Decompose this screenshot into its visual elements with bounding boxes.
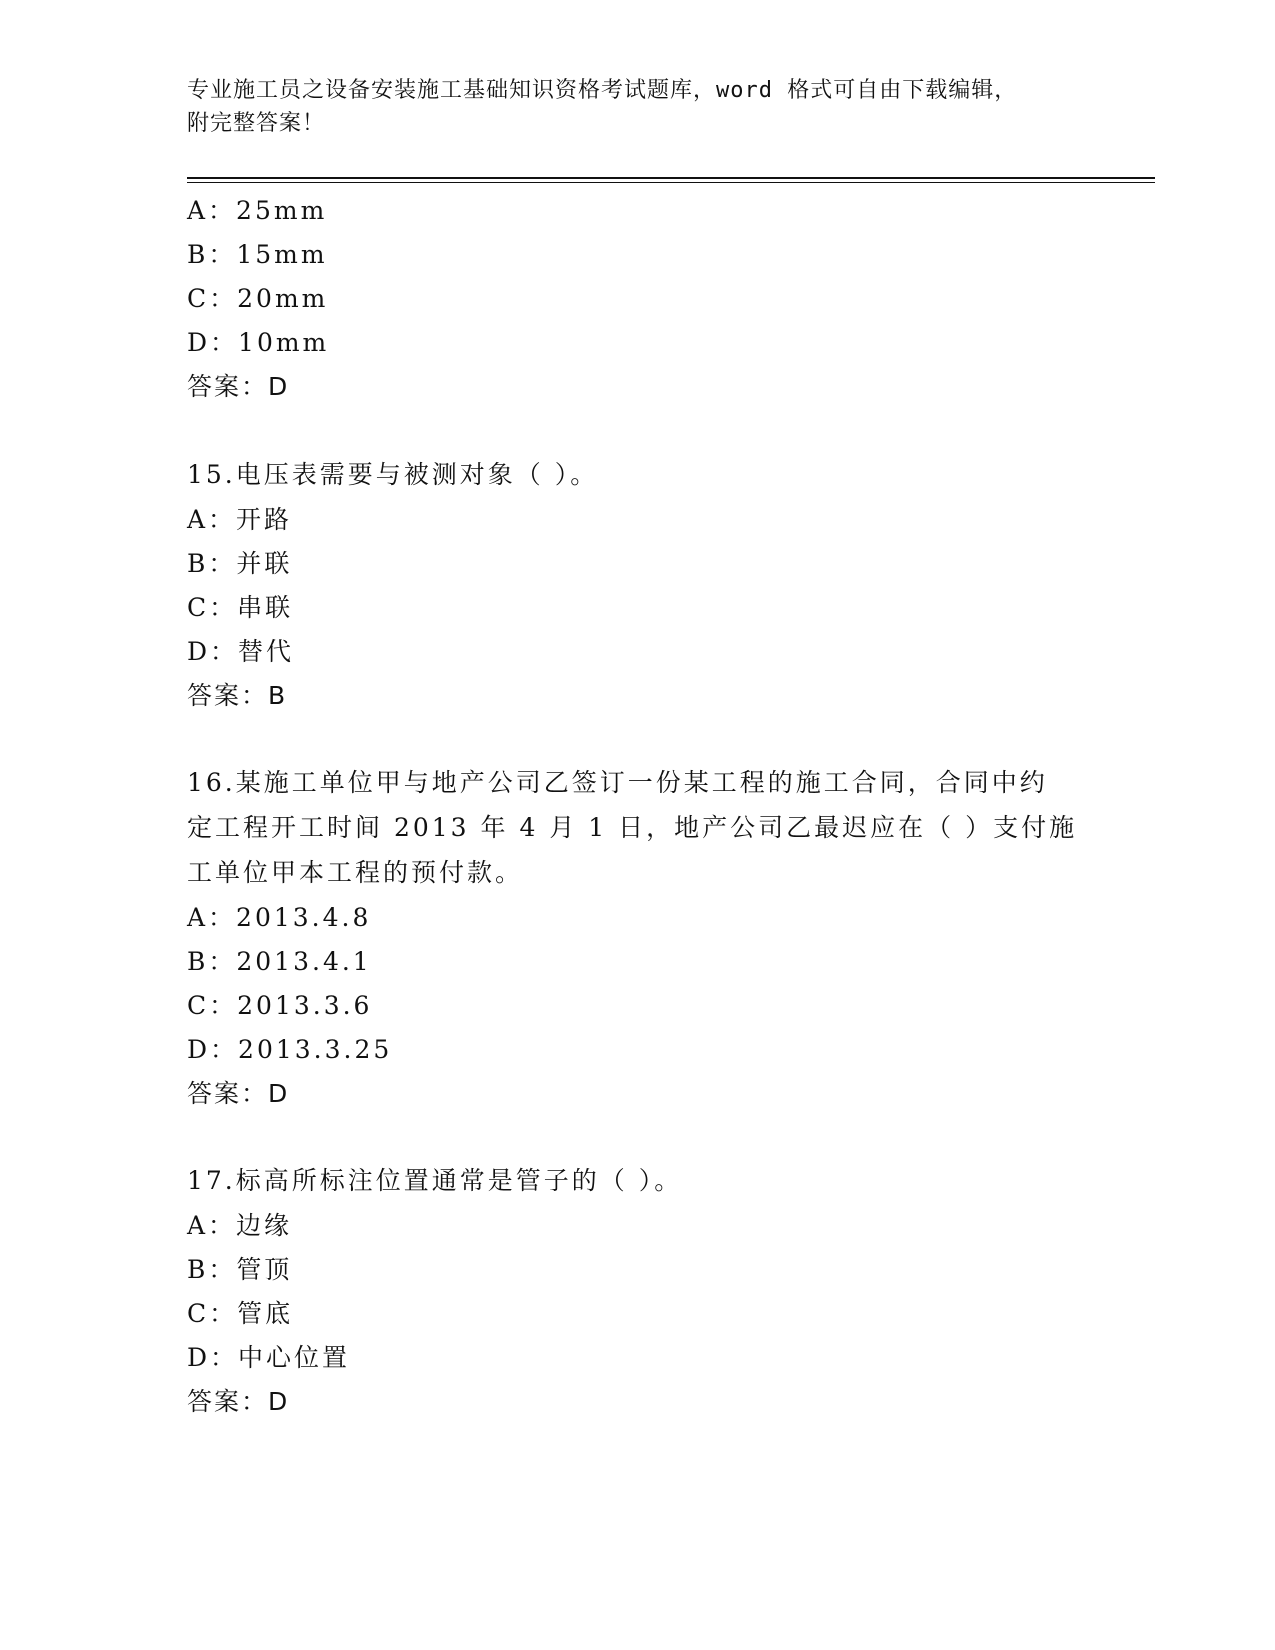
option-d: D：中心位置: [187, 1343, 351, 1372]
option-b: B：15mm: [187, 240, 328, 269]
option-d: D：10mm: [187, 328, 330, 357]
answer-line: 答案：D: [187, 1079, 290, 1108]
option-d: D：替代: [187, 637, 295, 666]
option-a: A：2013.4.8: [187, 903, 372, 932]
option-a: A：边缘: [187, 1211, 293, 1240]
option-c: C：管底: [187, 1299, 294, 1328]
question-stem: 15.电压表需要与被测对象（ ）。: [187, 460, 599, 489]
option-b: B：并联: [187, 549, 293, 578]
option-b: B：管顶: [187, 1255, 293, 1284]
option-b: B：2013.4.1: [187, 947, 372, 976]
header-line-2: 附完整答案！: [187, 111, 326, 136]
option-c: C：20mm: [187, 284, 329, 313]
question-stem-line-3: 工单位甲本工程的预付款。: [187, 858, 524, 887]
answer-line: 答案：D: [187, 372, 290, 401]
option-a: A：开路: [187, 505, 293, 534]
header-divider-thick: [187, 177, 1155, 179]
header-line-1: 专业施工员之设备安装施工基础知识资格考试题库，word 格式可自由下载编辑，: [187, 78, 1018, 103]
question-stem: 17.标高所标注位置通常是管子的（ ）。: [187, 1166, 683, 1195]
option-d: D：2013.3.25: [187, 1035, 393, 1064]
option-c: C：串联: [187, 593, 294, 622]
option-c: C：2013.3.6: [187, 991, 373, 1020]
question-stem-line-2: 定工程开工时间 2013 年 4 月 1 日，地产公司乙最迟应在（ ）支付施: [187, 813, 1078, 842]
header-divider-thin: [187, 182, 1155, 183]
option-a: A：25mm: [187, 196, 328, 225]
document-header: [187, 74, 1087, 140]
question-stem-line-1: 16.某施工单位甲与地产公司乙签订一份某工程的施工合同，合同中约: [187, 768, 1048, 797]
answer-line: 答案：B: [187, 681, 288, 710]
answer-line: 答案：D: [187, 1387, 290, 1416]
